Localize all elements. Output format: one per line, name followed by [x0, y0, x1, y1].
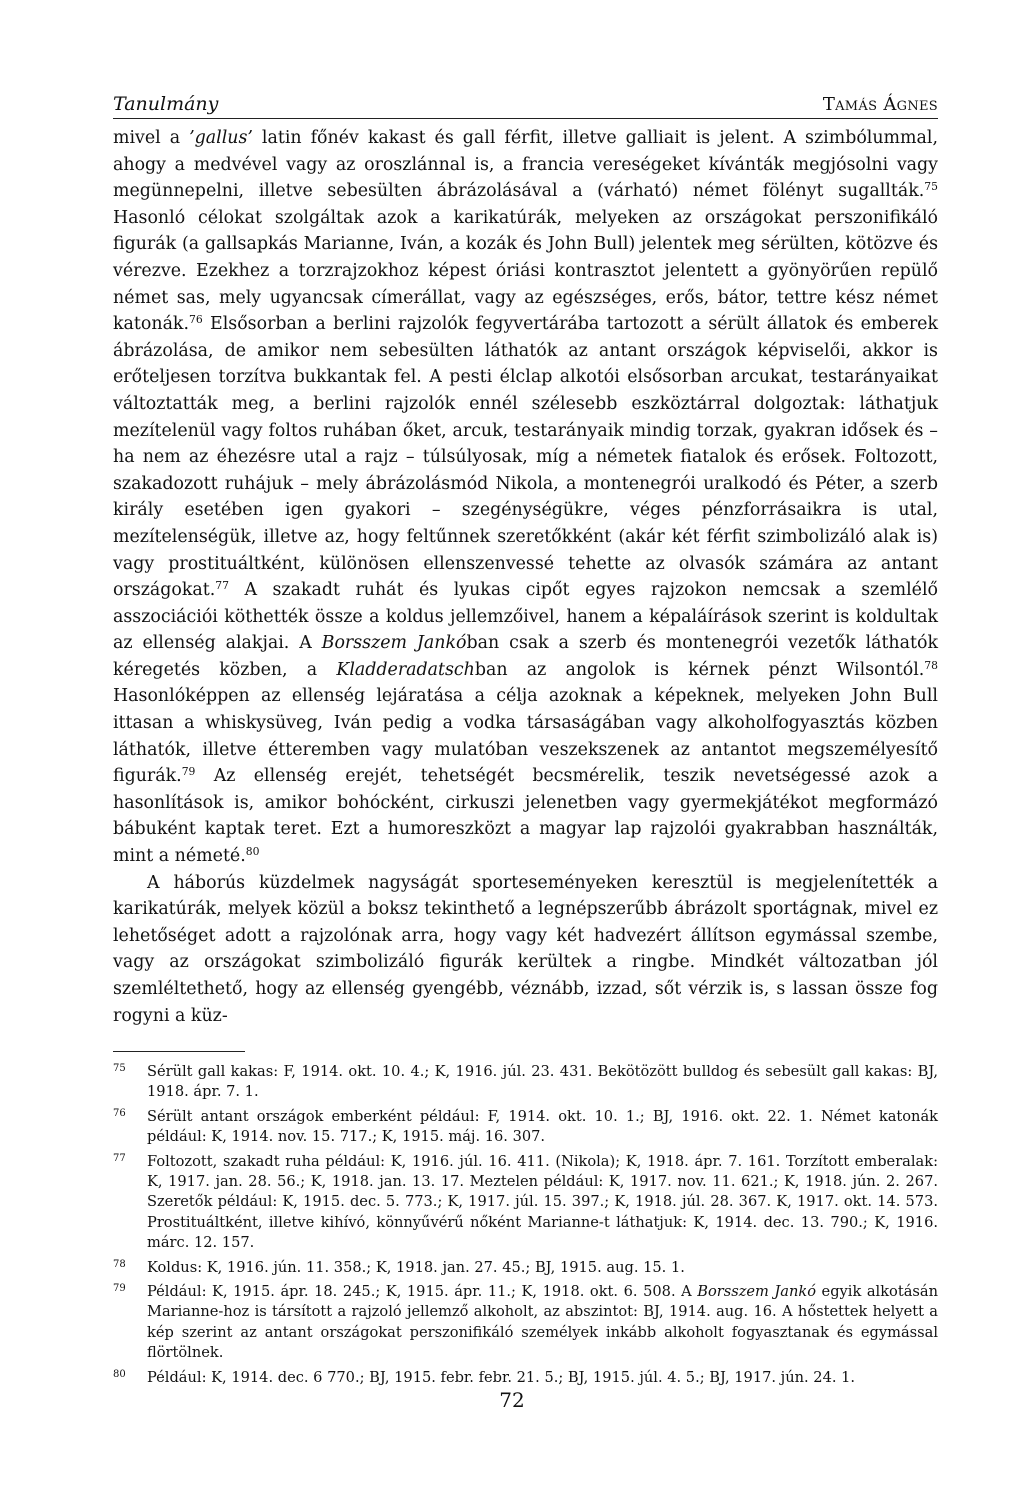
italic-title: Kladderadatsch — [336, 659, 475, 680]
text-run: ban az angolok is kérnek pénzt Wilsontól. — [474, 659, 925, 680]
running-head — [113, 88, 938, 119]
footnote-ref[interactable]: 79 — [181, 765, 196, 779]
text-run: Hasonló célokat szolgáltak azok a karikatúrák, melyeken az országokat perszonifikáló figurák (a gallsapkás Marianne, Iván, a kozák és John Bull) jelentek meg sérülten, kötözve és vérezve. Ezekhez a torzrajzokhoz képest óriási kontrasztot jelentett a gyönyörűen repülő német sas, mely ugyancsak címerállat, vagy az egészséges, erős, bátor, tettre kész német katonák. — [113, 207, 938, 335]
footnote-text: Például: K, 1914. dec. 6 770.; BJ, 1915. febr. febr. 21. 5.; BJ, 1915. júl. 4. 5.; BJ, 1917. jún. 24. 1. — [147, 1368, 856, 1386]
footnote — [113, 1107, 938, 1148]
footnote-text: Sérült gall kakas: F, 1914. okt. 10. 4.; K, 1916. júl. 23. 431. Bekötözött bulldog és sebesült gall kakas: BJ, 1918. ápr. 7. 1. — [147, 1063, 938, 1101]
footnote-ref[interactable]: 76 — [189, 313, 203, 327]
text-run: Az ellenség erejét, tehetségét becsmérelik, teszik nevetségessé azok a hasonlítások is, amikor bohócként, cirkuszi jelenetben vagy gyermekjátékot megformázó bábuként kaptak teret. Ezt a humoreszközt a magyar lap rajzolói gyakrabban használták, mint a németé. — [113, 766, 938, 867]
footnote-text: Foltozott, szakadt ruha például: K, 1916. júl. 16. 411. (Nikola); K, 1918. ápr. 7. 161. Torzított emberalak: K, 1917. jan. 28. 56.; K, 1918. jan. 13. 17. Meztelen például: K, 1917. nov. 11. 621.; K, 1918. jún. 2. 267. Szeretők például: K, 1915. dec. 5. 773.; K, 1917. júl. 15. 397.; K, 1918. júl. 28. 367. K, 1917. okt. 14. 573. Prostituáltként, illetve kihívó, könnyűvérű nőként Marianne-t láthatjuk: K, 1914. dec. 13. 790.; K, 1916. márc. 12. 157. — [147, 1152, 938, 1252]
text-run: Elsősorban a berlini rajzolók fegyvertárába tartozott a sérült állatok és emberek ábrázolása, de amikor nem sebesülten láthatók az antant országok képviselői, akkor is erőteljesen torzítva bukkantak fel. A pesti élclap alkotói elsősorban arcukat, testarányaikat változtatták meg, a berlini rajzolók ennél szélesebb eszköztárral dolgoztak: láthatjuk mezítelenül vagy foltos ruhában őket, arcuk, testarányaik mindig torzak, gyakran idősek és – ha nem az éhezésre utal a rajz – túlsúlyosak, míg a németek fiatalok és erősek. Foltozott, szakadozott ruhájuk – mely ábrázolásmód Nikola, a montenegrói uralkodó és Péter, a szerb király esetében igen gyakori – szegénységükre, véges pénzforrásaikra is utal, mezítelenségük, illetve az, hogy feltűnnek szeretőkként (akár két férfit szimbolizáló alak is) vagy prostituáltként, különösen ellenszenvessé tehette az olvasók számára az antant országokat. — [113, 314, 938, 601]
footnote-ref[interactable]: 77 — [215, 579, 229, 593]
text-run: latin főnév kakast és gall férfit, illetve galliait is jelent. A szimbólummal, ahogy a medvével vagy az oroszlánnal is, a francia vereségeket kívánták megjósolni vagy megünnepelni, illetve sebesülten ábrázolásával a (várható) német fölényt sugallták. — [113, 128, 938, 202]
italic-title: Borsszem Jankó — [321, 633, 467, 654]
footnote — [113, 1282, 938, 1364]
section-title: Tanulmány — [113, 93, 219, 115]
footnotes — [113, 1062, 938, 1392]
footnote — [113, 1152, 938, 1254]
footnote — [113, 1258, 938, 1278]
footnote-ref[interactable]: 78 — [924, 658, 938, 672]
italic-term: ’gallus’ — [189, 128, 253, 148]
footnote — [113, 1368, 938, 1388]
paragraph-1 — [113, 125, 938, 870]
footnote-number: 77 — [113, 1152, 126, 1164]
text-run: Hasonlóképpen az ellenség lejáratása a célja azoknak a képeknek, melyeken John Bull ittasan a whiskysüveg, Iván pedig a vodka társaságában vagy alkoholfogyasztás közben láthatók, illetve étteremben vagy mulatóban veszekszenek az antantot megszemélyesítő figurák. — [113, 686, 938, 787]
footnote-text: Koldus: K, 1916. jún. 11. 358.; K, 1918. jan. 27. 45.; BJ, 1915. aug. 15. 1. — [147, 1258, 685, 1276]
footnote-text: Sérült antant országok emberként például: F, 1914. okt. 10. 1.; BJ, 1916. okt. 22. 1. Német katonák például: K, 1914. nov. 15. 717.; K, 1915. máj. 16. 307. — [147, 1107, 938, 1146]
main-text — [113, 125, 938, 1029]
footnote-number: 79 — [113, 1283, 126, 1295]
footnote-rule — [113, 1051, 245, 1052]
text-run: ban csak a szerb és montenegrói vezetők láthatók kéregetés közben, a — [113, 633, 938, 680]
footnote-text: Például: K, 1915. ápr. 18. 245.; K, 1915. ápr. 11.; K, 1918. okt. 6. 508. A — [147, 1283, 698, 1301]
footnote-number: 75 — [113, 1063, 126, 1074]
text-run: mivel a — [113, 128, 190, 148]
footnote-number: 80 — [113, 1368, 126, 1380]
footnote-ref[interactable]: 75 — [924, 180, 938, 194]
footnote-number: 78 — [113, 1258, 126, 1270]
footnote-italic: Borsszem Jankó — [697, 1283, 816, 1301]
footnote-ref[interactable]: 80 — [245, 845, 260, 859]
page-number: 72 — [499, 1388, 525, 1412]
footnote — [113, 1062, 938, 1103]
paragraph-2: A háborús küzdelmek nagyságát sporteseményeken keresztül is megjelenítették a karikatúrák, melyek közül a boksz tekinthető a legnépszerűbb ábrázolt sportágnak, mivel ez lehetőséget adott a rajzolónak arra, hogy vagy két hadvezért állítson egymással szembe, vagy az országokat szimbolizáló figurák kerültek a ringbe. Mindkét változatban jól szemléltethető, hogy az ellenség gyengébb, véznább, izzad, sőt vérzik is, s lassan össze fog rogyni a küz- — [113, 872, 938, 1026]
text-run: A szakadt ruhát és lyukas cipőt egyes rajzokon nemcsak a szemlélő asszociációi köthették össze a koldus jellemzőivel, hanem a képaláírások szerint is koldultak az ellenség alakjai. A — [113, 580, 938, 654]
footnote-text: egyik alkotásán Marianne-hoz is társított a rajzoló jellemző alkoholt, az abszintot: BJ, 1914. aug. 16. A hőstettek helyett a kép szerint az antant országokat perszonifikáló személyek inkább alkoholt fogyasztanak és egymással flörtölnek. — [147, 1283, 938, 1362]
author-name: Tamás Ágnes — [822, 94, 938, 115]
footnote-number: 76 — [113, 1107, 126, 1119]
